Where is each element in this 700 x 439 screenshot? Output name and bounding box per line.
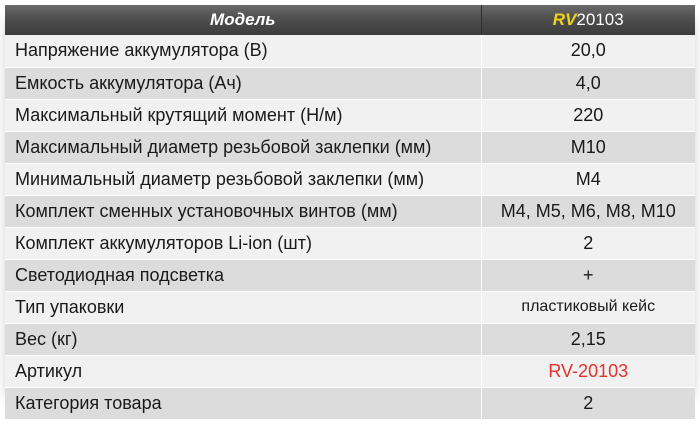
header-model-value bbox=[481, 5, 695, 35]
model-suffix: 20103 bbox=[576, 10, 624, 29]
spec-value-torque: 220 bbox=[481, 99, 695, 131]
spec-name-category: Категория товара bbox=[5, 387, 481, 419]
spec-value-max-diameter: М10 bbox=[481, 131, 695, 163]
spec-value-packaging: пластиковый кейс bbox=[481, 291, 695, 323]
spec-value-led-light: + bbox=[481, 259, 695, 291]
spec-name-torque: Максимальный крутящий момент (Н/м) bbox=[5, 99, 481, 131]
spec-value-voltage: 20,0 bbox=[481, 35, 695, 67]
spec-name-min-diameter: Минимальный диаметр резьбовой заклепки (мм) bbox=[5, 163, 481, 195]
header-model-label: Модель bbox=[5, 5, 481, 35]
table-row bbox=[5, 291, 695, 323]
table-row bbox=[5, 323, 695, 355]
table-row bbox=[5, 195, 695, 227]
spec-name-max-diameter: Максимальный диаметр резьбовой заклепки (мм) bbox=[5, 131, 481, 163]
table-row bbox=[5, 67, 695, 99]
spec-name-voltage: Напряжение аккумулятора (В) bbox=[5, 35, 481, 67]
table-row bbox=[5, 227, 695, 259]
spec-value-article: RV-20103 bbox=[481, 355, 695, 387]
spec-value-screw-set: М4, М5, М6, М8, М10 bbox=[481, 195, 695, 227]
spec-name-battery-set: Комплект аккумуляторов Li-ion (шт) bbox=[5, 227, 481, 259]
spec-table bbox=[5, 5, 695, 420]
table-row bbox=[5, 35, 695, 67]
spec-name-weight: Вес (кг) bbox=[5, 323, 481, 355]
table-row bbox=[5, 131, 695, 163]
spec-name-screw-set: Комплект сменных установочных винтов (мм) bbox=[5, 195, 481, 227]
table-row bbox=[5, 355, 695, 387]
spec-name-led-light: Светодиодная подсветка bbox=[5, 259, 481, 291]
table-header-row bbox=[5, 5, 695, 35]
spec-name-article: Артикул bbox=[5, 355, 481, 387]
spec-value-category: 2 bbox=[481, 387, 695, 419]
spec-name-packaging: Тип упаковки bbox=[5, 291, 481, 323]
table-row bbox=[5, 259, 695, 291]
model-prefix: RV bbox=[552, 10, 577, 29]
spec-table-container bbox=[5, 5, 695, 413]
spec-name-capacity: Емкость аккумулятора (Ач) bbox=[5, 67, 481, 99]
table-row bbox=[5, 99, 695, 131]
spec-value-weight: 2,15 bbox=[481, 323, 695, 355]
spec-value-battery-set: 2 bbox=[481, 227, 695, 259]
spec-value-min-diameter: М4 bbox=[481, 163, 695, 195]
table-row bbox=[5, 163, 695, 195]
spec-value-capacity: 4,0 bbox=[481, 67, 695, 99]
table-row bbox=[5, 387, 695, 419]
